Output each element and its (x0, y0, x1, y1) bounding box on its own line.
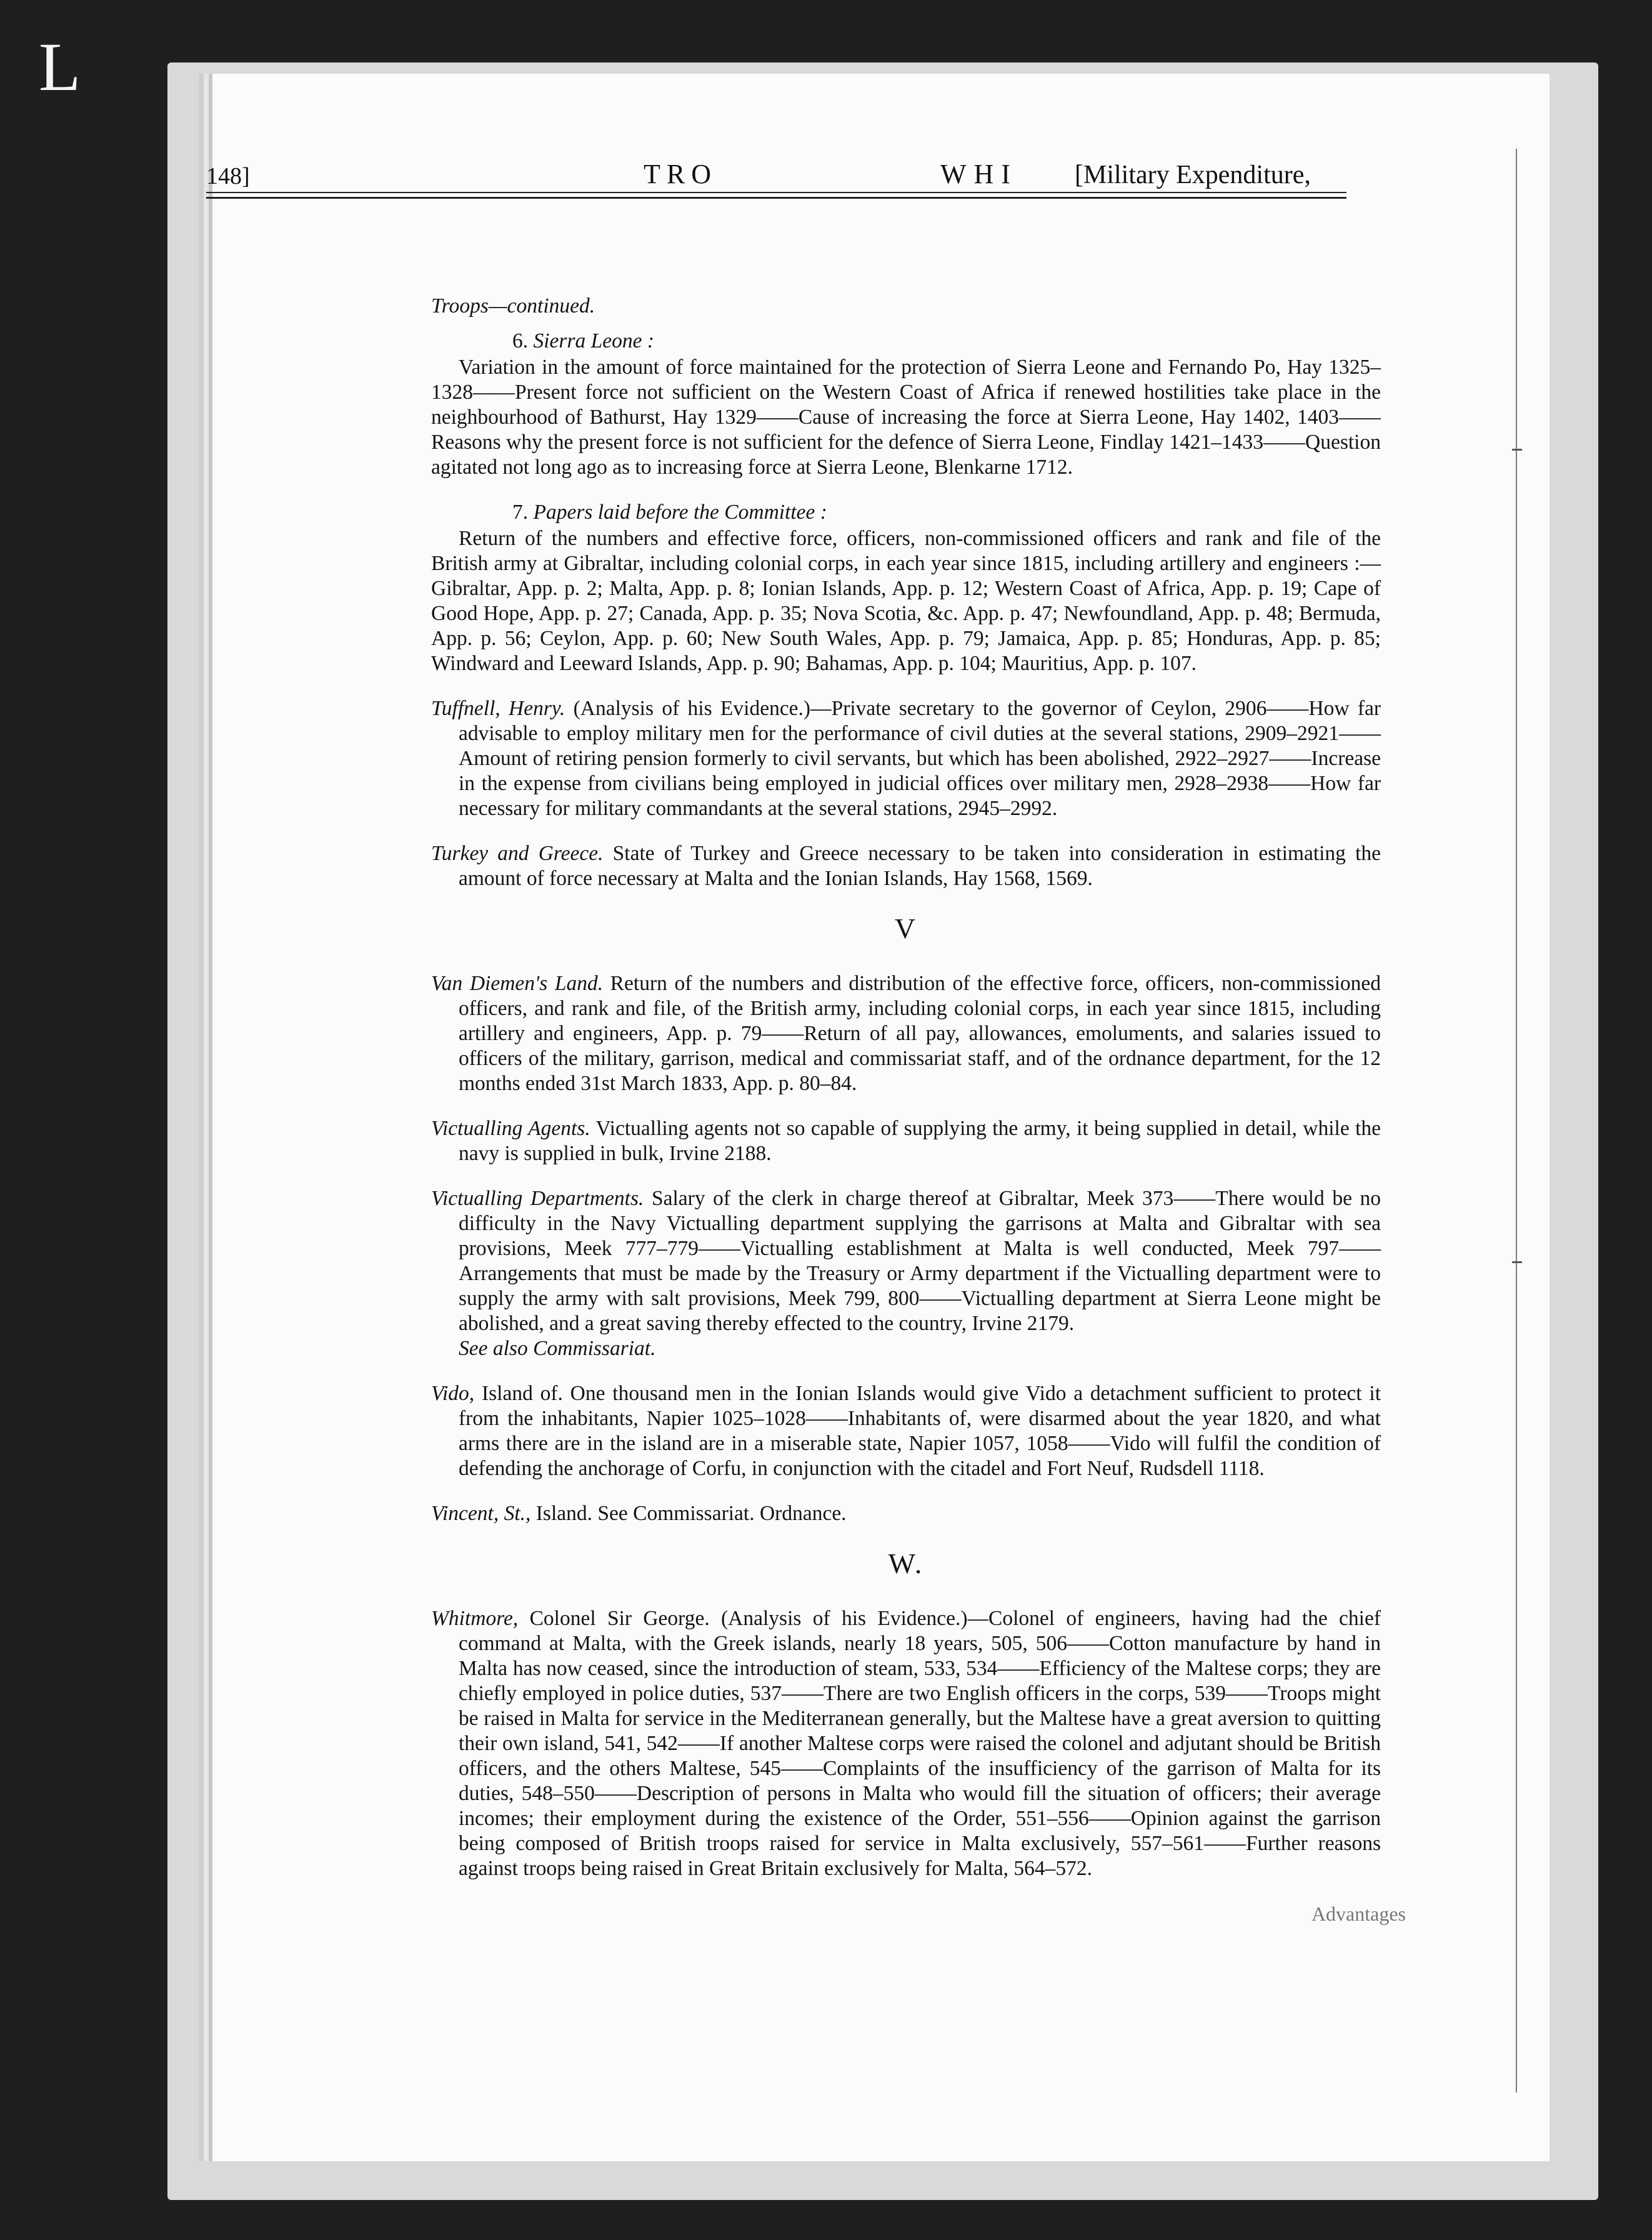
letter-heading-w: W. (888, 1548, 924, 1579)
scan-corner-mark: L (39, 29, 81, 105)
binding-tick (1512, 449, 1522, 451)
entry-text: State of Turkey and Greece necessary to be taken into consideration in estimating the amount of force necessary at Malta and the Ionian Islands, Hay 1568, 1569. (459, 842, 1381, 890)
section-heading (431, 329, 1381, 354)
index-entry (431, 1116, 1381, 1166)
section-text: Return of the numbers and effective force, officers, non-commissioned officers and rank and file of the British army at Gibraltar, including colonial corps, in each year since 1815, including artillery and engineers :—Gibraltar, App. p. 2; Malta, App. p. 8; Ionian Islands, App. p. 12; Western Coast of Africa, App. p. 19; Cape of Good Hope, App. p. 27; Canada, App. p. 35; Nova Scotia, &c. App. p. 47; Newfoundland, App. p. 48; Bermuda, App. p. 56; Ceylon, App. p. 60; New South Wales, App. p. 79; Jamaica, App. p. 85; Honduras, App. p. 85; Windward and Leeward Islands, App. p. 90; Bahamas, App. p. 104; Mauritius, App. p. 107. (431, 527, 1381, 675)
section-title: Sierra Leone : (533, 329, 655, 352)
entry-text: (Analysis of his Evidence.)—Private secretary to the governor of Ceylon, 2906——How far advisable to employ military men for the performance of civil duties at the several stations, 2909–2921——Amount of retiring pension formerly to civil servants, but which has been abolished, 2922–2927——Increase in the expense from civilians being employed in judicial offices over military men, 2928–2938——How far necessary for military commandants at the several stations, 2945–2992. (459, 697, 1381, 820)
section-heading (431, 500, 1381, 525)
see-also-prefix: See also (459, 1337, 528, 1360)
entry-text: Colonel Sir George. (Analysis of his Evidence.)—Colonel of engineers, having had the chief command at Malta, with the Greek islands, nearly 18 years, 505, 506——Cotton manufacture by hand in Malta has now ceased, since the introduction of steam, 533, 534——Efficiency of the Maltese corps; they are chiefly employed in police duties, 537——There are two English officers in the corps, 539——Troops might be raised in Malta for service in the Mediterranean generally, but the Maltese have a great aversion to quitting their own island, 541, 542——If another Maltese corps were raised the colonel and adjutant should be British officers, and the others Maltese, 545——Complaints of the insufficiency of the garrison of Malta for its duties, 548–550——Description of persons in Malta who would fill the situation of officers; their average incomes; their employment during the existence of the Order, 551–556——Opinion against the garrison being composed of British troops raised for service in Malta exclusively, 557–561——Further reasons against troops being raised in Great Britain exclusively for Malta, 564–572. (459, 1607, 1381, 1880)
catchword-row (431, 1901, 1406, 1930)
index-content (431, 294, 1406, 1930)
right-guide-word: WHI (940, 159, 1018, 189)
section-number: 7. (512, 501, 529, 524)
entry-name: Vido, (431, 1382, 475, 1405)
see-also-target: Commissariat. (533, 1337, 656, 1360)
section-text: Variation in the amount of force maintained for the protection of Sierra Leone and Fernando Po, Hay 1325–1328——Present force not sufficient on the Western Coast of Africa if renewed hostilities take place in the neighbourhood of Bathurst, Hay 1329——Cause of increasing the force at Sierra Leone, Hay 1402, 1403——Reasons why the present force is not sufficient for the defence of Sierra Leone, Findlay 1421–1433——Question agitated not long ago as to increasing force at Sierra Leone, Blenkarne 1712. (431, 356, 1381, 479)
entry-name: Victualling Agents. (431, 1117, 590, 1140)
section-title: Papers laid before the Committee : (533, 501, 827, 524)
entry-name: Whitmore, (431, 1607, 519, 1630)
page-number: 148] (206, 163, 250, 189)
index-entry (431, 841, 1381, 891)
entry-text: Return of the numbers and distribution of the effective force, officers, non-commissioned officers, and rank and file, of the British army, including colonial corps, in each year since 1815, including artillery and engineers, App. p. 79——Return of all pay, allowances, emoluments, and salaries issued to officers of the military, garrison, medical and commissariat staff, and of the ordnance department, for the 12 months ended 31st March 1833, App. p. 80–84. (459, 972, 1381, 1095)
index-entry (431, 1186, 1381, 1336)
left-guide-word: TRO (644, 159, 717, 189)
index-entry (431, 1381, 1381, 1481)
index-entry (431, 696, 1381, 821)
page-header (206, 155, 1346, 199)
entry-name: Victualling Departments. (431, 1187, 644, 1210)
entry-name: Turkey and Greece. (431, 842, 604, 865)
entry-text: Island of. One thousand men in the Ionian Islands would give Vido a detachment sufficient to protect it from the inhabitants, Napier 1025–1028——Inhabitants of, were disarmed about the year 1820, and what arms there are in the island are in a miserable state, Napier 1057, 1058——Vido will fulfil the condition of defending the anchorage of Corfu, in conjunction with the citadel and Fort Neuf, Rudsdell 1118. (459, 1382, 1381, 1480)
entry-text: Salary of the clerk in charge thereof at Gibraltar, Meek 373——There would be no difficulty in the Navy Victualling department supplying the garrisons at Malta and Gibraltar with sea provisions, Meek 777–779——Victualling establishment at Malta is well conducted, Meek 797——Arrangements that must be made by the Treasury or Army department if the Victualling department were to supply the army with salt provisions, Meek 799, 800——Victualling department at Sierra Leone might be abolished, and a great saving thereby effected to the country, Irvine 2179. (459, 1187, 1381, 1335)
section-number: 6. (512, 329, 529, 352)
see-also-reference (431, 1336, 1381, 1361)
entry-name: Van Diemen's Land. (431, 972, 604, 995)
letter-heading-v: V (894, 912, 918, 944)
continued-heading: Troops—continued. (431, 294, 595, 318)
running-title: [Military Expenditure, (1075, 161, 1311, 189)
entry-text: Island. See Commissariat. Ordnance. (535, 1502, 847, 1525)
index-entry (431, 1501, 1381, 1526)
index-entry (431, 971, 1381, 1096)
index-entry (431, 1606, 1381, 1881)
binding-tick (1512, 1261, 1522, 1263)
catchword: Advantages (1311, 1902, 1406, 1925)
entry-name: Vincent, St., (431, 1502, 531, 1525)
entry-name: Tuffnell, Henry. (431, 697, 565, 720)
entry-text: Victualling agents not so capable of supplying the army, it being supplied in detail, while the navy is supplied in bulk, Irvine 2188. (459, 1117, 1381, 1165)
header-rule (206, 192, 1346, 199)
binding-line (1516, 149, 1517, 2092)
